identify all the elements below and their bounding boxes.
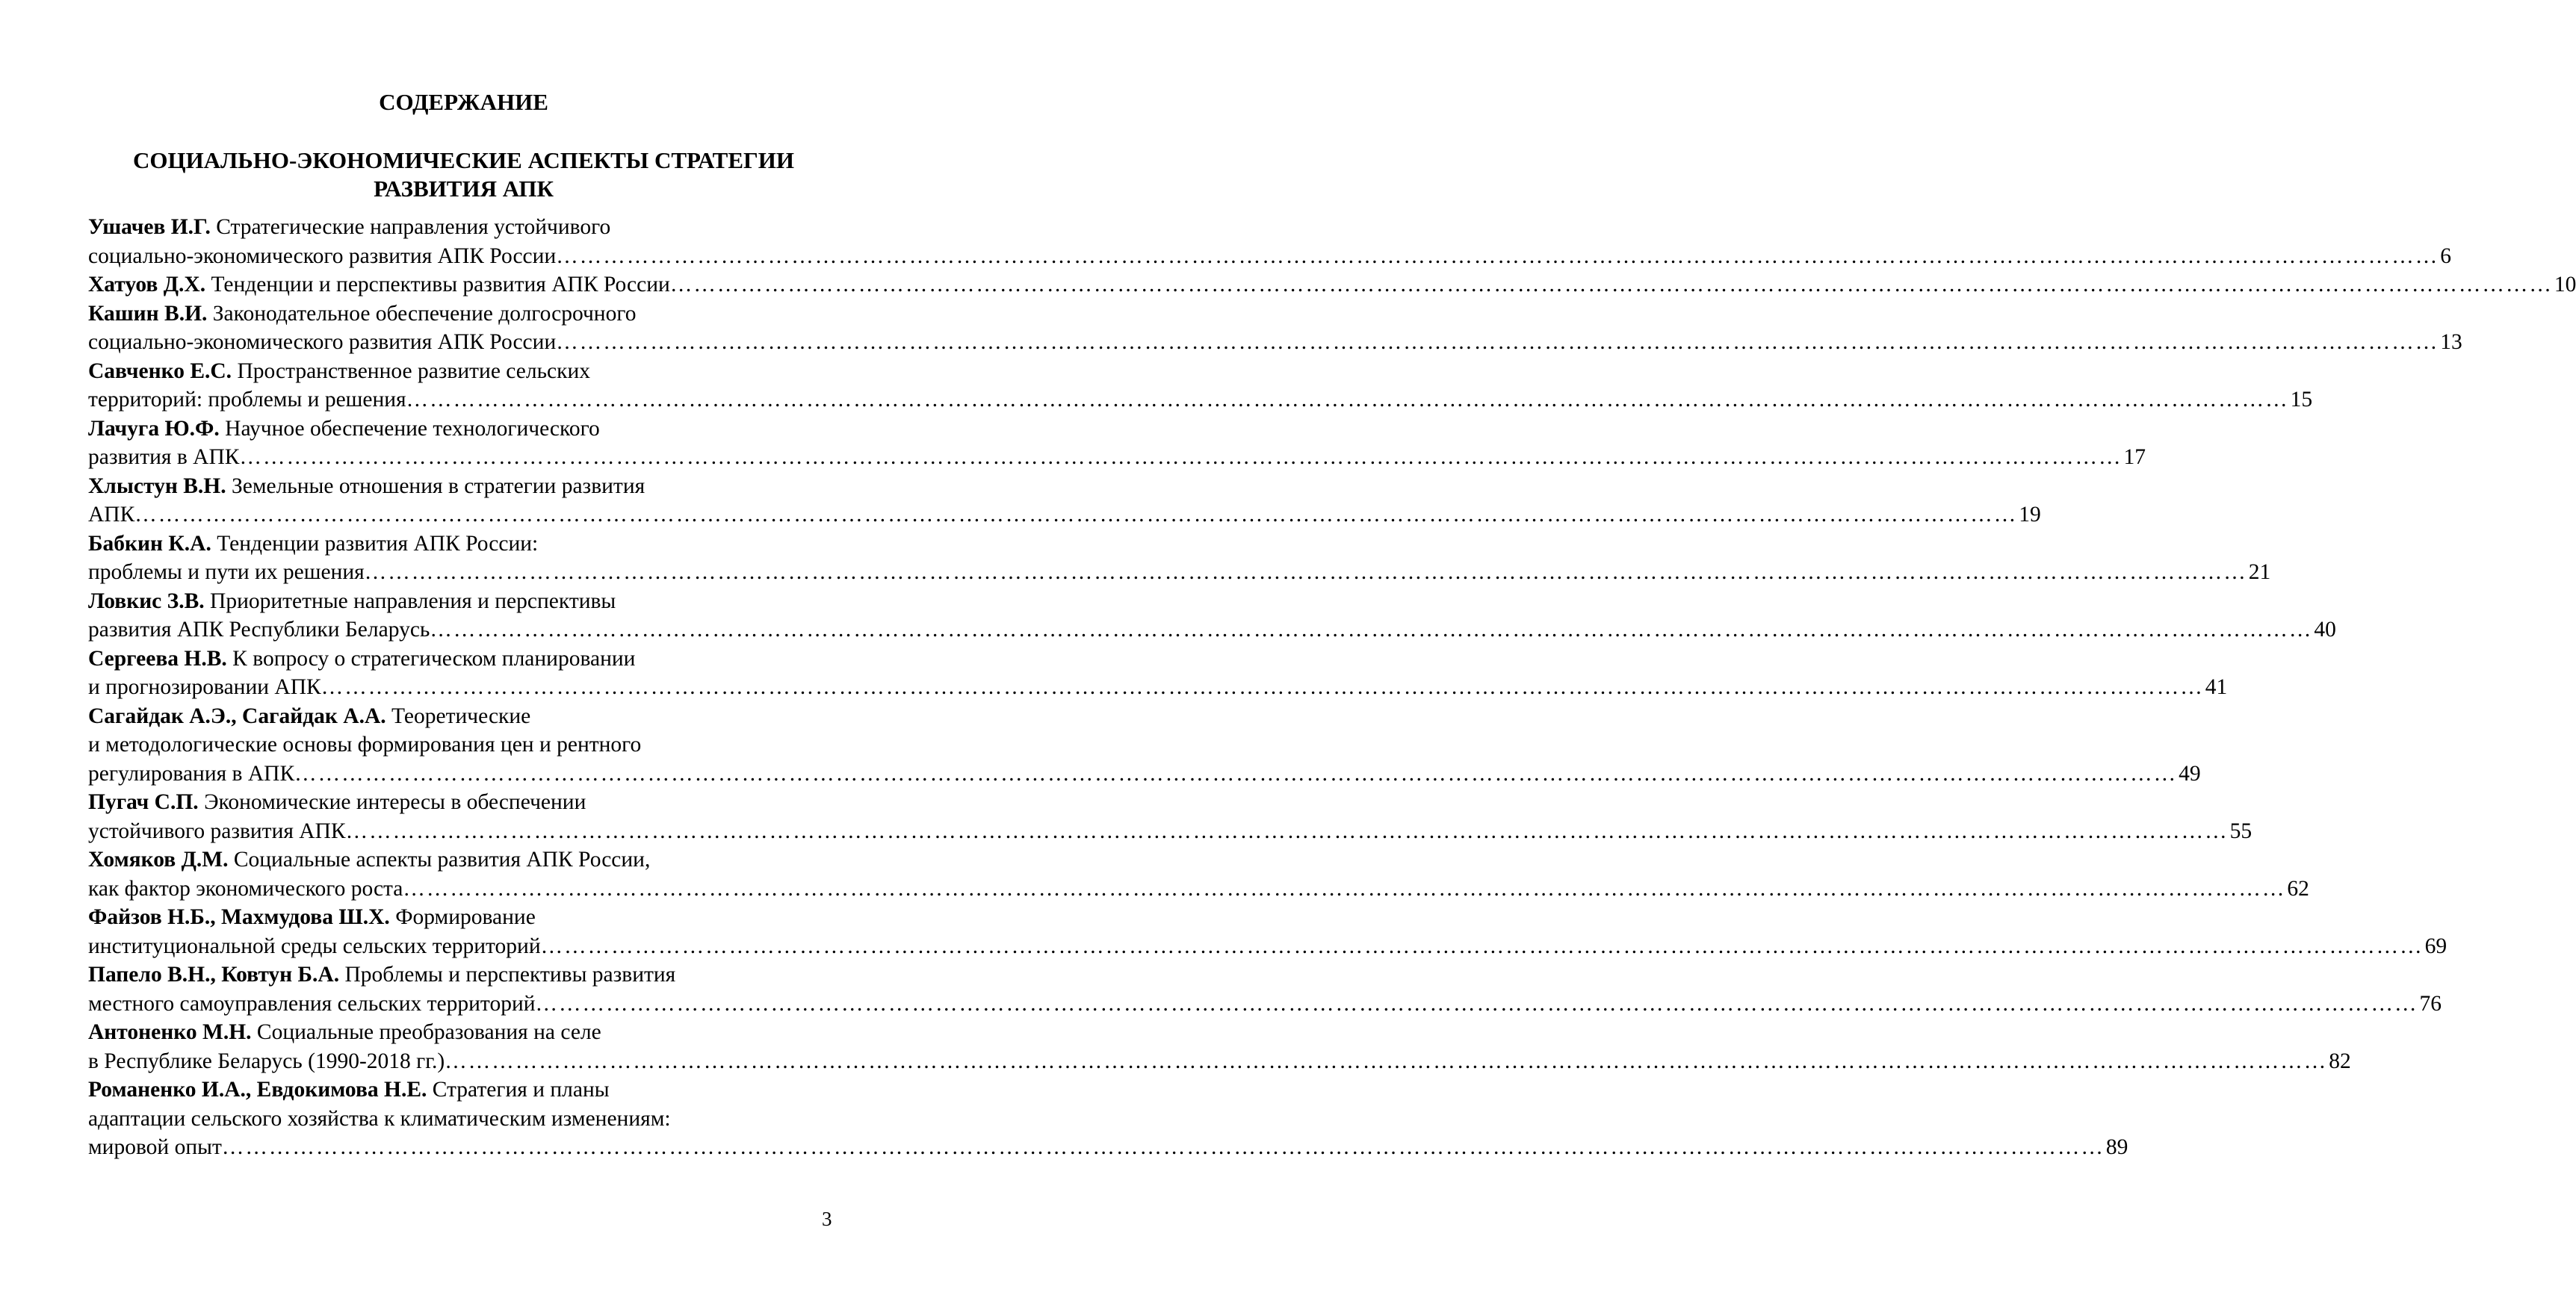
toc-entry-title-end: регулирования в АПК	[88, 761, 295, 786]
toc-entry-title: Тенденции развития АПК России:	[217, 531, 539, 556]
toc-entry-page: 55	[2229, 819, 2253, 843]
toc-entry-page: 13	[2440, 330, 2462, 354]
toc-entry-title-end: развития в АПК	[88, 445, 240, 469]
toc-entry-author: Хлыстун В.Н.	[88, 474, 226, 498]
toc-entry-title: Социальные преобразования на селе	[256, 1020, 601, 1044]
toc-entry-page: 19	[2019, 503, 2041, 527]
toc-entry-page: 40	[2314, 618, 2336, 642]
toc-entry-page: 21	[2248, 560, 2271, 584]
toc-entry-title-end: устойчивого развития АПК	[88, 819, 346, 843]
dot-leader: ……………………………………………………………………………………………………………………………………………………………………………………………………………………	[321, 675, 2204, 699]
toc-entry-title: Теоретические	[391, 704, 531, 728]
toc-entry-title-end: местного самоуправления сельских территорий	[88, 991, 536, 1016]
dot-leader: ……………………………………………………………………………………………………………………………………………………………………………………………………………………	[556, 330, 2439, 354]
dot-leader: ……………………………………………………………………………………………………………………………………………………………………………………………………………………	[535, 991, 2418, 1016]
toc-entry-title-continued: и методологические основы формирования цен и рентного	[88, 733, 642, 757]
toc-entry[interactable]	[88, 788, 2253, 845]
toc-entry-title-end: мировой опыт	[88, 1135, 222, 1159]
dot-leader: ……………………………………………………………………………………………………………………………………………………………………………………………………………………	[364, 560, 2247, 584]
toc-entry[interactable]	[88, 213, 2451, 270]
toc-entry-title: Экономические интересы в обеспечении	[204, 790, 586, 814]
toc-entry-author: Сагайдак А.Э., Сагайдак А.А.	[88, 704, 386, 728]
toc-entry-title: Проблемы и перспективы развития	[344, 963, 676, 987]
section-title-line-2: РАЗВИТИЯ АПК	[374, 176, 554, 202]
toc-entry-author: Хомяков Д.М.	[88, 848, 229, 872]
dot-leader: ……………………………………………………………………………………………………………………………………………………………………………………………………………………	[221, 1135, 2105, 1159]
toc-entry-title-continued: адаптации сельского хозяйства к климатическим изменениям:	[88, 1106, 671, 1131]
toc-entry-title-end: социально-экономического развития АПК России	[88, 243, 557, 268]
toc-entry[interactable]	[88, 472, 2041, 530]
toc-entry-author: Хатуов Д.Х.	[88, 273, 206, 297]
dot-leader: ……………………………………………………………………………………………………………………………………………………………………………………………………………………	[406, 388, 2289, 412]
page-title: СОДЕРЖАНИЕ	[379, 89, 548, 115]
toc-entry[interactable]	[88, 845, 2309, 903]
toc-entry-title: Стратегия и планы	[432, 1078, 610, 1102]
toc-entry-title: Научное обеспечение технологического	[225, 416, 600, 441]
table-of-contents	[88, 213, 2576, 1162]
toc-entry-page: 62	[2287, 876, 2309, 901]
toc-entry[interactable]	[88, 1018, 2351, 1075]
toc-entry-author: Пугач С.П.	[88, 790, 199, 814]
toc-entry-title-end: социально-экономического развития АПК России	[88, 330, 557, 354]
toc-entry[interactable]	[88, 415, 2146, 472]
toc-entry[interactable]	[88, 587, 2336, 645]
toc-entry-author: Ловкис З.В.	[88, 589, 205, 613]
toc-entry-page: 6	[2440, 243, 2451, 268]
toc-entry-page: 76	[2419, 991, 2442, 1016]
toc-entry-author: Папело В.Н., Ковтун Б.А.	[88, 963, 340, 987]
toc-entry[interactable]	[88, 903, 2447, 960]
toc-entry-title-end: АПК	[88, 503, 135, 527]
toc-entry-author: Ушачев И.Г.	[88, 215, 211, 239]
toc-entry-page: 17	[2123, 445, 2146, 469]
dot-leader: ……………………………………………………………………………………………………………………………………………………………………………………………………………………	[294, 761, 2178, 786]
toc-entry-author: Савченко Е.С.	[88, 358, 232, 383]
toc-entry-page: 82	[2329, 1049, 2351, 1073]
toc-entry-title: К вопросу о стратегическом планировании	[232, 646, 636, 671]
toc-entry-author: Бабкин К.А.	[88, 531, 211, 556]
dot-leader: ……………………………………………………………………………………………………………………………………………………………………………………………………………………	[134, 503, 2018, 527]
toc-entry-title-end: в Республике Беларусь (1990-2018 гг.)	[88, 1049, 445, 1073]
dot-leader: ……………………………………………………………………………………………………………………………………………………………………………………………………………………	[556, 243, 2439, 268]
toc-entry[interactable]	[88, 530, 2271, 587]
toc-entry-title: Социальные аспекты развития АПК России,	[233, 848, 651, 872]
toc-entry-author: Сергеева Н.В.	[88, 646, 227, 671]
toc-entry-title-end: проблемы и пути их решения	[88, 560, 365, 584]
toc-entry[interactable]	[88, 1075, 2128, 1162]
dot-leader: ……………………………………………………………………………………………………………………………………………………………………………………………………………………	[345, 819, 2229, 843]
toc-entry-author: Кашин В.И.	[88, 301, 208, 326]
toc-entry-title: Земельные отношения в стратегии развития	[231, 474, 645, 498]
dot-leader: ……………………………………………………………………………………………………………………………………………………………………………………………………………………	[239, 445, 2123, 469]
dot-leader: ……………………………………………………………………………………………………………………………………………………………………………………………………………………	[430, 618, 2313, 642]
section-title-line-1: СОЦИАЛЬНО-ЭКОНОМИЧЕСКИЕ АСПЕКТЫ СТРАТЕГИИ	[133, 147, 794, 173]
toc-entry-title-end: территорий: проблемы и решения	[88, 388, 406, 412]
toc-entry[interactable]	[88, 299, 2462, 357]
toc-entry-author: Антоненко М.Н.	[88, 1020, 252, 1044]
toc-entry-author: Лачуга Ю.Ф.	[88, 416, 220, 441]
toc-entry-title: Формирование	[395, 905, 536, 929]
toc-entry-title: Стратегические направления устойчивого	[216, 215, 611, 239]
toc-entry[interactable]	[88, 702, 2201, 789]
toc-entry-title: Законодательное обеспечение долгосрочного	[212, 301, 637, 326]
dot-leader: ……………………………………………………………………………………………………………………………………………………………………………………………………………………	[540, 934, 2424, 958]
toc-entry[interactable]	[88, 645, 2228, 702]
toc-entry[interactable]	[88, 357, 2313, 415]
toc-entry-title-end: Тенденции и перспективы развития АПК России	[211, 273, 670, 297]
toc-entry-title-end: как фактор экономического роста	[88, 876, 403, 901]
dot-leader: ……………………………………………………………………………………………………………………………………………………………………………………………………………………	[445, 1049, 2328, 1073]
page-number: 3	[822, 1208, 832, 1230]
toc-entry-page: 10	[2554, 273, 2576, 297]
toc-entry-page: 49	[2179, 761, 2201, 786]
toc-entry[interactable]	[88, 960, 2442, 1018]
toc-entry-page: 89	[2105, 1135, 2128, 1159]
toc-entry-title: Приоритетные направления и перспективы	[210, 589, 616, 613]
section-title	[82, 146, 845, 203]
toc-entry-title-end: и прогнозировании АПК	[88, 675, 321, 699]
toc-entry-page: 41	[2205, 675, 2228, 699]
toc-entry-page: 15	[2290, 388, 2313, 412]
toc-entry[interactable]	[88, 270, 2576, 299]
toc-entry-title-end: развития АПК Республики Беларусь	[88, 618, 430, 642]
toc-entry-author: Файзов Н.Б., Махмудова Ш.Х.	[88, 905, 390, 929]
toc-entry-author: Романенко И.А., Евдокимова Н.Е.	[88, 1078, 427, 1102]
toc-entry-title: Пространственное развитие сельских	[237, 358, 590, 383]
dot-leader: ……………………………………………………………………………………………………………………………………………………………………………………………………………………	[403, 876, 2286, 901]
dot-leader: ……………………………………………………………………………………………………………………………………………………………………………………………………………………	[669, 273, 2553, 297]
toc-entry-title-end: институциональной среды сельских территорий	[88, 934, 541, 958]
toc-entry-page: 69	[2424, 934, 2447, 958]
